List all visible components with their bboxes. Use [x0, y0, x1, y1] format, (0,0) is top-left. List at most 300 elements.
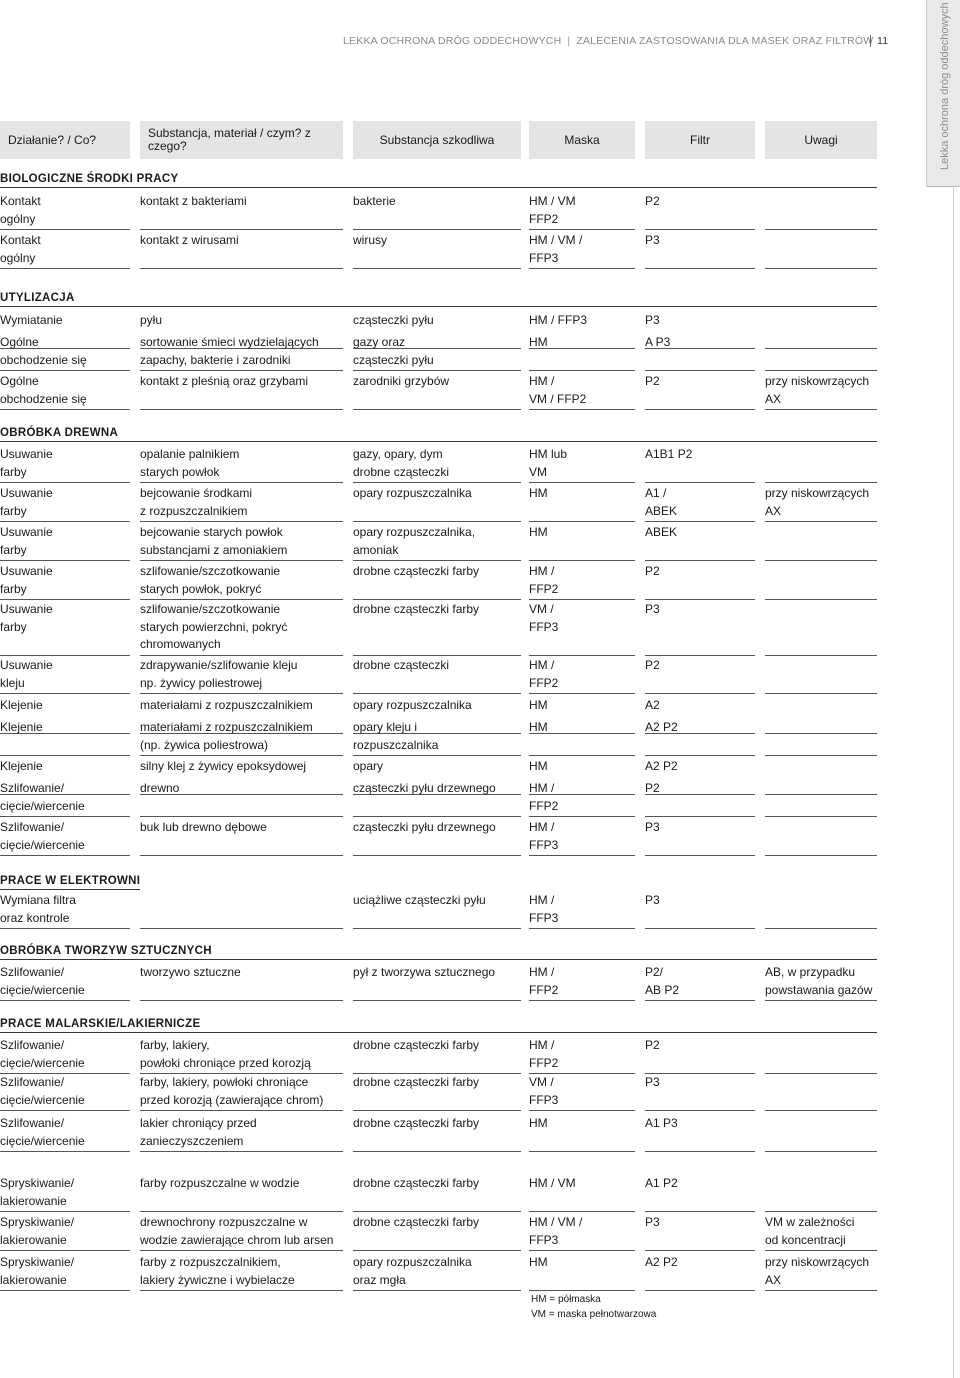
cell-substance: [353, 524, 521, 561]
cell-text: tworzywo sztuczne: [140, 965, 241, 979]
cell-text: pył z tworzywa sztucznego: [353, 965, 496, 979]
cell-text: Szlifowanie/: [0, 1038, 65, 1052]
cell-text: materiałami z rozpuszczalnikiem: [140, 698, 313, 712]
cell-text: A2 P2: [645, 1255, 678, 1269]
cell-text: cięcie/wiercenie: [0, 798, 85, 813]
table-section: [0, 291, 877, 307]
cell-text: farby: [0, 581, 27, 596]
cell-text: rozpuszczalnika: [353, 737, 439, 752]
cell-text: szlifowanie/szczotkowanie: [140, 602, 281, 616]
cell-text: [765, 1037, 877, 1055]
cell-text: [765, 601, 877, 619]
cell-filter: [645, 373, 755, 410]
cell-text: drewnochrony rozpuszczalne w: [140, 1215, 308, 1229]
cell-text: Spryskiwanie/: [0, 1215, 75, 1229]
cell-text: [765, 697, 877, 715]
cell-text: wodzie zawierające chrom lub arsen: [140, 1232, 334, 1247]
cell-filter: [645, 563, 755, 600]
cell-filter: [645, 1115, 755, 1152]
cell-text: silny klej z żywicy epoksydowej: [140, 759, 307, 773]
cell-text: cząsteczki pyłu drzewnego: [353, 820, 496, 834]
cell-notes: [765, 373, 877, 410]
side-tab-label: Lekka ochrona dróg oddechowych: [939, 2, 951, 170]
cell-text: powłoki chroniące przed korozją: [140, 1055, 311, 1070]
cell-action: [0, 1074, 130, 1111]
cell-mask: [529, 232, 635, 269]
cell-text: A2: [645, 698, 660, 712]
cell-text: P3: [645, 313, 660, 327]
cell-action: [0, 1175, 130, 1212]
cell-text: drobne cząsteczki farby: [353, 1215, 480, 1229]
cell-text: A2 P2: [645, 720, 678, 734]
cell-text: [140, 892, 343, 910]
cell-notes: [765, 1074, 877, 1111]
cell-text: HM: [529, 720, 548, 734]
cell-filter: [645, 819, 755, 856]
cell-text: opary rozpuszczalnika,: [353, 525, 476, 539]
cell-text: opalanie palnikiem: [140, 447, 240, 461]
cell-text: zapachy, bakterie i zarodniki: [140, 352, 291, 367]
cell-mask: [529, 1254, 635, 1291]
cell-text: przy niskowrzących: [765, 1255, 870, 1269]
cell-text: FFP2: [529, 1055, 559, 1070]
cell-material: [140, 193, 343, 230]
cell-substance: [353, 1175, 521, 1212]
cell-filter: [645, 446, 755, 483]
cell-text: VM w zależności: [765, 1215, 855, 1229]
cell-text: Usuwanie: [0, 486, 53, 500]
cell-text: chromowanych: [140, 637, 221, 651]
cell-text: P2: [645, 194, 660, 208]
cell-text: lakiery żywiczne i wybielacze: [140, 1272, 295, 1287]
cell-filter: [645, 334, 755, 371]
cell-action: [0, 1115, 130, 1152]
cell-notes: [765, 1037, 877, 1074]
cell-text: oraz kontrole: [0, 910, 70, 925]
cell-notes: [765, 964, 877, 1001]
cell-action: [0, 964, 130, 1001]
cell-substance: [353, 446, 521, 483]
cell-text: Ogólne: [0, 335, 39, 349]
header-title-right: ZALECENIA ZASTOSOWANIA DLA MASEK ORAZ FILTRÓW: [576, 35, 874, 47]
cell-text: cięcie/wiercenie: [0, 837, 85, 852]
cell-text: HM /: [529, 781, 555, 795]
cell-text: (np. żywica poliestrowa): [140, 737, 269, 752]
cell-material: [140, 819, 343, 856]
cell-filter: [645, 1074, 755, 1111]
cell-text: A1 P2: [645, 1176, 678, 1190]
cell-text: opary kleju i: [353, 720, 418, 734]
section-title: UTYLIZACJA: [0, 291, 877, 307]
cell-text: drobne cząsteczki farby: [353, 1038, 480, 1052]
cell-mask: [529, 719, 635, 756]
cell-text: [765, 758, 877, 776]
cell-text: drewno: [140, 781, 180, 795]
cell-substance: [353, 1074, 521, 1111]
cell-action: [0, 780, 130, 817]
cell-substance: [353, 485, 521, 522]
cell-text: AB P2: [645, 982, 680, 997]
cell-text: gazy oraz: [353, 335, 406, 349]
cell-filter: [645, 1254, 755, 1291]
page-header: [343, 35, 903, 47]
header-separator: |: [567, 35, 571, 47]
cell-text: HM /: [529, 820, 555, 834]
cell-substance: [353, 601, 521, 656]
cell-substance: [353, 964, 521, 1001]
cell-mask: [529, 964, 635, 1001]
cell-text: [765, 1074, 877, 1092]
cell-text: FFP3: [529, 250, 559, 265]
cell-text: opary rozpuszczalnika: [353, 698, 472, 712]
cell-text: [765, 232, 877, 250]
cell-text: HM /: [529, 564, 555, 578]
cell-text: Usuwanie: [0, 447, 53, 461]
cell-mask: [529, 193, 635, 230]
table-section: [0, 426, 877, 442]
cell-text: FFP2: [529, 675, 559, 690]
cell-text: Kontakt: [0, 233, 41, 247]
cell-notes: [765, 524, 877, 561]
cell-text: farby: [0, 619, 27, 634]
cell-notes: [765, 719, 877, 756]
cell-action: [0, 1214, 130, 1251]
cell-text: Szlifowanie/: [0, 965, 65, 979]
cell-text: FFP3: [529, 1092, 559, 1107]
cell-text: P3: [645, 233, 660, 247]
cell-text: buk lub drewno dębowe: [140, 820, 267, 834]
cell-text: Usuwanie: [0, 658, 53, 672]
cell-text: HM: [529, 486, 548, 500]
cell-mask: [529, 657, 635, 694]
cell-notes: [765, 819, 877, 856]
cell-filter: [645, 1214, 755, 1251]
cell-text: AX: [765, 503, 782, 518]
table-section: [0, 944, 877, 960]
cell-text: FFP3: [529, 837, 559, 852]
cell-text: [765, 446, 877, 464]
cell-material: [140, 373, 343, 410]
cell-text: VM / FFP2: [529, 391, 587, 406]
cell-text: bejcowanie starych powłok: [140, 525, 283, 539]
cell-mask: [529, 780, 635, 817]
cell-mask: [529, 1175, 635, 1212]
cell-substance: [353, 892, 521, 929]
cell-material: [140, 1074, 343, 1111]
cell-text: cząsteczki pyłu: [353, 313, 434, 327]
cell-text: drobne cząsteczki: [353, 658, 450, 672]
cell-text: [765, 334, 877, 352]
cell-filter: [645, 892, 755, 929]
cell-filter: [645, 780, 755, 817]
cell-text: [765, 1175, 877, 1193]
cell-text: Ogólne: [0, 374, 39, 388]
cell-text: HM / FFP3: [529, 313, 588, 327]
cell-filter: [645, 1037, 755, 1074]
cell-text: AX: [765, 1272, 782, 1287]
cell-text: [765, 819, 877, 837]
cell-text: P3: [645, 1075, 660, 1089]
cell-text: opary rozpuszczalnika: [353, 1255, 472, 1269]
cell-substance: [353, 373, 521, 410]
cell-text: Spryskiwanie/: [0, 1255, 75, 1269]
cell-material: [140, 1115, 343, 1152]
cell-text: starych powłok: [140, 464, 220, 479]
cell-text: wirusy: [353, 233, 388, 247]
cell-mask: [529, 1214, 635, 1251]
cell-text: farby: [0, 503, 27, 518]
cell-material: [140, 1254, 343, 1291]
cell-text: zanieczyszczeniem: [140, 1133, 244, 1148]
cell-text: P3: [645, 893, 660, 907]
legend-vm: VM = maska pełnotwarzowa: [531, 1309, 657, 1320]
cell-mask: [529, 1037, 635, 1074]
cell-notes: [765, 1254, 877, 1291]
cell-text: Usuwanie: [0, 525, 53, 539]
cell-text: P2: [645, 564, 660, 578]
cell-text: drobne cząsteczki farby: [353, 564, 480, 578]
cell-text: P3: [645, 602, 660, 616]
column-header-notes: Uwagi: [765, 121, 877, 159]
cell-text: pyłu: [140, 313, 163, 327]
page-number: 11: [870, 35, 888, 47]
cell-text: FFP3: [529, 1232, 559, 1247]
cell-text: drobne cząsteczki: [353, 464, 450, 479]
cell-text: materiałami z rozpuszczalnikiem: [140, 720, 313, 734]
cell-text: [765, 563, 877, 581]
column-header-substance: Substancja szkodliwa: [353, 121, 521, 159]
side-divider: [953, 186, 954, 1378]
cell-text: lakierowanie: [0, 1232, 67, 1247]
cell-text: substancjami z amoniakiem: [140, 542, 288, 557]
cell-text: HM: [529, 1116, 548, 1130]
column-header-mask: Maska: [529, 121, 635, 159]
cell-text: opary rozpuszczalnika: [353, 486, 472, 500]
cell-material: [140, 563, 343, 600]
cell-text: FFP3: [529, 910, 559, 925]
cell-text: Klejenie: [0, 759, 43, 773]
cell-notes: [765, 657, 877, 694]
cell-text: HM / VM /: [529, 233, 583, 247]
cell-substance: [353, 1254, 521, 1291]
cell-text: HM: [529, 525, 548, 539]
cell-text: HM /: [529, 965, 555, 979]
section-title: OBRÓBKA TWORZYW SZTUCZNYCH: [0, 944, 877, 960]
cell-action: [0, 563, 130, 600]
section-title: PRACE W ELEKTROWNI: [0, 874, 140, 890]
cell-text: farby z rozpuszczalnikiem,: [140, 1255, 281, 1269]
cell-text: obchodzenie się: [0, 391, 87, 406]
cell-text: HM / VM /: [529, 1215, 583, 1229]
cell-text: szlifowanie/szczotkowanie: [140, 564, 281, 578]
cell-text: Usuwanie: [0, 564, 53, 578]
cell-mask: [529, 334, 635, 371]
cell-notes: [765, 1214, 877, 1251]
cell-text: VM /: [529, 1075, 554, 1089]
section-title: OBRÓBKA DREWNA: [0, 426, 877, 442]
cell-substance: [353, 1037, 521, 1074]
cell-text: P2: [645, 781, 660, 795]
cell-filter: [645, 524, 755, 561]
cell-material: [140, 780, 343, 817]
cell-text: ABEK: [645, 503, 678, 518]
cell-text: bakterie: [353, 194, 396, 208]
cell-filter: [645, 601, 755, 656]
cell-text: HM / VM: [529, 194, 576, 208]
cell-action: [0, 334, 130, 371]
cell-text: amoniak: [353, 542, 399, 557]
cell-filter: [645, 719, 755, 756]
cell-text: HM: [529, 1255, 548, 1269]
cell-action: [0, 1037, 130, 1074]
cell-material: [140, 657, 343, 694]
cell-substance: [353, 780, 521, 817]
cell-substance: [353, 1214, 521, 1251]
cell-text: uciążliwe cząsteczki pyłu: [353, 893, 486, 907]
legend: [531, 1292, 656, 1322]
cell-text: HM /: [529, 1038, 555, 1052]
cell-mask: [529, 1074, 635, 1111]
cell-action: [0, 601, 130, 656]
cell-text: cząsteczki pyłu: [353, 352, 434, 367]
cell-text: P2: [645, 1038, 660, 1052]
cell-text: gazy, opary, dym: [353, 447, 443, 461]
cell-filter: [645, 485, 755, 522]
cell-action: [0, 819, 130, 856]
cell-text: Kontakt: [0, 194, 41, 208]
cell-action: [0, 524, 130, 561]
cell-text: farby: [0, 464, 27, 479]
cell-material: [140, 601, 343, 656]
cell-text: VM: [529, 464, 547, 479]
cell-material: [140, 446, 343, 483]
cell-substance: [353, 1115, 521, 1152]
cell-text: HM: [529, 759, 548, 773]
table-section: [0, 172, 877, 188]
cell-text: [765, 657, 877, 675]
cell-substance: [353, 819, 521, 856]
cell-notes: [765, 193, 877, 230]
cell-text: kontakt z bakteriami: [140, 194, 247, 208]
cell-substance: [353, 657, 521, 694]
cell-text: cząsteczki pyłu drzewnego: [353, 781, 496, 795]
cell-text: [765, 719, 877, 737]
cell-material: [140, 524, 343, 561]
cell-text: VM /: [529, 602, 554, 616]
cell-text: HM: [529, 698, 548, 712]
cell-material: [140, 964, 343, 1001]
section-title: BIOLOGICZNE ŚRODKI PRACY: [0, 172, 877, 188]
cell-text: ABEK: [645, 525, 678, 539]
cell-notes: [765, 232, 877, 269]
cell-mask: [529, 892, 635, 929]
cell-text: P2: [645, 658, 660, 672]
cell-action: [0, 485, 130, 522]
cell-text: P3: [645, 1215, 660, 1229]
cell-text: drobne cząsteczki farby: [353, 1116, 480, 1130]
cell-mask: [529, 563, 635, 600]
table-section: [0, 871, 877, 890]
cell-text: AX: [765, 391, 782, 406]
cell-text: AB, w przypadku: [765, 965, 856, 979]
side-tab: [926, 0, 960, 187]
cell-material: [140, 1037, 343, 1074]
header-title-left: LEKKA OCHRONA DRÓG ODDECHOWYCH: [343, 35, 562, 47]
cell-notes: [765, 601, 877, 656]
cell-substance: [353, 334, 521, 371]
cell-text: [765, 1115, 877, 1133]
cell-material: [140, 1175, 343, 1212]
cell-action: [0, 1254, 130, 1291]
cell-text: HM /: [529, 658, 555, 672]
cell-text: lakierowanie: [0, 1193, 67, 1208]
cell-text: ogólny: [0, 211, 36, 226]
cell-text: przy niskowrzących: [765, 486, 870, 500]
cell-text: kontakt z wirusami: [140, 233, 239, 247]
cell-mask: [529, 1115, 635, 1152]
cell-notes: [765, 485, 877, 522]
cell-substance: [353, 193, 521, 230]
cell-action: [0, 232, 130, 269]
cell-material: [140, 892, 343, 929]
cell-text: HM lub: [529, 447, 568, 461]
column-header-filter: Filtr: [645, 121, 755, 159]
cell-text: Wymiana filtra: [0, 893, 76, 907]
cell-notes: [765, 780, 877, 817]
cell-text: FFP2: [529, 982, 559, 997]
cell-substance: [353, 563, 521, 600]
cell-text: Klejenie: [0, 720, 43, 734]
cell-text: HM: [529, 335, 548, 349]
table-section: [0, 1017, 877, 1033]
cell-text: farby, lakiery, powłoki chroniące: [140, 1075, 309, 1089]
cell-mask: [529, 373, 635, 410]
cell-text: ogólny: [0, 250, 36, 265]
cell-text: A P3: [645, 335, 671, 349]
cell-action: [0, 193, 130, 230]
cell-mask: [529, 446, 635, 483]
cell-text: [765, 524, 877, 542]
cell-text: zarodniki grzybów: [353, 374, 450, 388]
cell-text: przed korozją (zawierające chrom): [140, 1092, 324, 1107]
cell-text: bejcowanie środkami: [140, 486, 253, 500]
cell-notes: [765, 892, 877, 929]
cell-action: [0, 719, 130, 756]
cell-text: cięcie/wiercenie: [0, 1092, 85, 1107]
cell-filter: [645, 657, 755, 694]
cell-text: FFP2: [529, 798, 559, 813]
cell-text: drobne cząsteczki farby: [353, 1176, 480, 1190]
cell-material: [140, 719, 343, 756]
cell-text: z rozpuszczalnikiem: [140, 503, 248, 518]
cell-text: Usuwanie: [0, 602, 53, 616]
cell-text: FFP2: [529, 211, 559, 226]
cell-material: [140, 485, 343, 522]
cell-text: kleju: [0, 675, 25, 690]
cell-text: Szlifowanie/: [0, 781, 65, 795]
cell-text: drobne cząsteczki farby: [353, 602, 480, 616]
cell-notes: [765, 563, 877, 600]
cell-text: farby: [0, 542, 27, 557]
cell-text: starych powłok, pokryć: [140, 581, 262, 596]
cell-text: A1 P3: [645, 1116, 678, 1130]
column-header-action: Działanie? / Co?: [0, 121, 130, 159]
cell-material: [140, 334, 343, 371]
cell-substance: [353, 719, 521, 756]
cell-text: Spryskiwanie/: [0, 1176, 75, 1190]
section-title: PRACE MALARSKIE/LAKIERNICZE: [0, 1017, 877, 1033]
cell-text: Szlifowanie/: [0, 820, 65, 834]
